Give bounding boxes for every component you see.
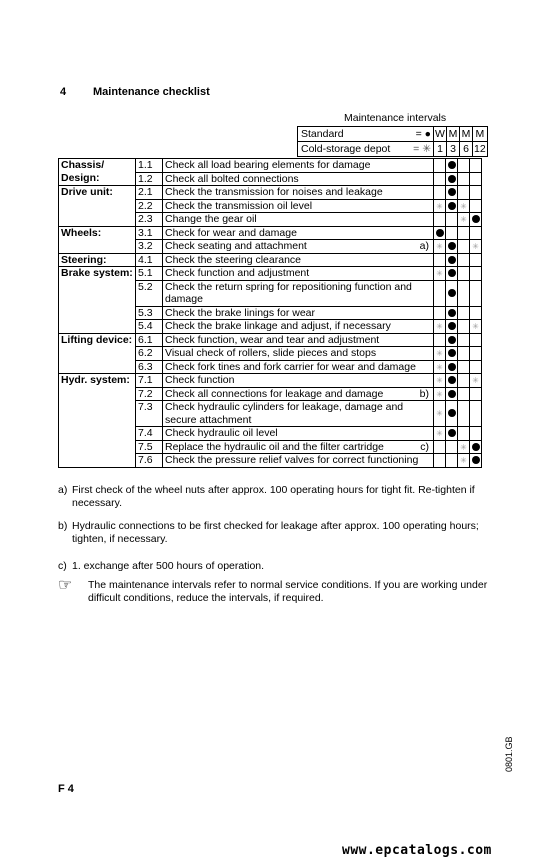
category-cell: Chassis/ Design: <box>59 159 136 186</box>
item-number: 2.1 <box>136 186 163 200</box>
cold-storage-star-icon: ✳ <box>460 201 467 211</box>
interval-mark-cell <box>458 333 470 347</box>
task-text: Check the transmission oil level <box>165 199 313 212</box>
task-cell <box>163 360 434 374</box>
interval-mark-cell <box>458 360 470 374</box>
interval-mark-cell <box>458 401 470 427</box>
footnote-ref: b) <box>419 387 429 400</box>
info-note <box>58 579 508 605</box>
standard-dot-icon <box>448 175 456 183</box>
item-number: 7.1 <box>136 374 163 388</box>
interval-mark-cell <box>470 267 482 281</box>
table-row <box>59 226 482 240</box>
task-text: Replace the hydraulic oil and the filter cartridge <box>165 440 384 453</box>
category-cell: Lifting device: <box>59 333 136 374</box>
task-cell <box>163 306 434 320</box>
intervals-title: Maintenance intervals <box>344 112 447 124</box>
footer-url: www.epcatalogs.com <box>342 843 492 858</box>
category-cell: Steering: <box>59 253 136 267</box>
interval-mark-cell <box>458 280 470 306</box>
footnote-letter: a) <box>58 484 68 496</box>
task-cell <box>163 226 434 240</box>
item-number: 5.3 <box>136 306 163 320</box>
task-text: Check the transmission for noises and leakage <box>165 186 383 198</box>
interval-mark-cell <box>458 320 470 334</box>
interval-mark-cell <box>458 199 470 213</box>
standard-label: Standard <box>298 127 401 142</box>
standard-dot-icon <box>436 229 444 237</box>
interval-mark-cell <box>470 347 482 361</box>
standard-dot-icon <box>448 289 456 297</box>
table-row <box>59 159 482 173</box>
interval-mark-cell <box>470 306 482 320</box>
category-cell: Drive unit: <box>59 186 136 227</box>
task-text: Check the brake linings for wear <box>165 306 315 319</box>
interval-col-top: W <box>435 128 445 140</box>
interval-mark-cell <box>434 401 446 427</box>
task-text: Check all load bearing elements for damage <box>165 159 371 171</box>
interval-mark-cell <box>434 333 446 347</box>
interval-mark-cell <box>470 159 482 173</box>
item-number: 1.1 <box>136 159 163 173</box>
interval-mark-cell <box>446 440 458 454</box>
section-title: Maintenance checklist <box>93 86 210 98</box>
cold-storage-star-icon: ✳ <box>460 215 467 224</box>
interval-mark-cell <box>446 387 458 401</box>
standard-dot-icon <box>448 309 456 317</box>
standard-dot-icon <box>448 256 456 264</box>
standard-dot-icon <box>448 409 456 417</box>
interval-mark-cell <box>470 387 482 401</box>
item-number: 6.3 <box>136 360 163 374</box>
task-text: Check the pressure relief valves for correct functioning <box>165 454 419 466</box>
cold-storage-star-icon: ✳ <box>472 376 479 385</box>
table-row <box>59 186 482 200</box>
interval-mark-cell <box>470 320 482 334</box>
item-number: 7.3 <box>136 401 163 427</box>
task-text: Check the return spring for repositioning function and damage <box>165 280 412 305</box>
footnote-ref: a) <box>419 240 429 252</box>
standard-dot-icon <box>448 376 456 384</box>
standard-dot-icon <box>448 363 456 371</box>
interval-mark-cell <box>434 186 446 200</box>
standard-dot-icon <box>448 429 456 437</box>
item-number: 2.2 <box>136 199 163 213</box>
interval-mark-cell <box>434 387 446 401</box>
task-text: Check hydraulic cylinders for leakage, damage and secure attachment <box>165 401 404 426</box>
footnote-letter: b) <box>58 520 68 532</box>
task-cell <box>163 320 434 334</box>
interval-mark-cell <box>458 306 470 320</box>
cold-storage-star-icon: ✳ <box>436 269 443 278</box>
interval-mark-cell <box>470 213 482 227</box>
task-cell <box>163 401 434 427</box>
interval-mark-cell <box>446 226 458 240</box>
footnote-a <box>58 484 508 510</box>
item-number: 7.2 <box>136 387 163 401</box>
standard-dot-icon <box>448 188 456 196</box>
interval-col-top: M <box>460 127 473 142</box>
cold-storage-star-icon: ✳ <box>436 242 443 251</box>
category-cell: Brake system: <box>59 267 136 334</box>
cold-storage-star-icon: ✳ <box>436 409 443 419</box>
cold-storage-star-icon: ✳ <box>460 442 467 452</box>
task-text: Check function and adjustment <box>165 267 310 279</box>
interval-mark-cell <box>470 172 482 186</box>
footnote-text: 1. exchange after 500 hours of operation. <box>72 560 265 572</box>
info-note-text: The maintenance intervals refer to normal service conditions. If you are working under difficult conditions, reduce the intervals, if required. <box>88 579 488 604</box>
task-cell <box>163 440 434 454</box>
interval-mark-cell <box>458 427 470 441</box>
interval-mark-cell <box>446 240 458 254</box>
standard-dot-icon <box>448 161 456 169</box>
task-text: Check the brake linkage and adjust, if necessary <box>165 320 391 332</box>
interval-mark-cell <box>458 186 470 200</box>
interval-mark-cell <box>434 360 446 374</box>
cold-storage-star-icon: ✳ <box>436 322 443 331</box>
task-text: Check fork tines and fork carrier for wear and damage <box>165 360 416 373</box>
item-number: 6.1 <box>136 333 163 347</box>
standard-dot-icon <box>448 349 456 357</box>
item-number: 3.1 <box>136 226 163 240</box>
standard-dot-icon <box>472 456 480 464</box>
item-number: 1.2 <box>136 172 163 186</box>
interval-mark-cell <box>470 199 482 213</box>
interval-mark-cell <box>470 280 482 306</box>
task-text: Change the gear oil <box>165 213 257 225</box>
standard-dot-icon <box>448 390 456 398</box>
cold-storage-symbol: = ✳ <box>400 142 434 157</box>
interval-mark-cell <box>470 401 482 427</box>
interval-mark-cell <box>458 440 470 454</box>
interval-mark-cell <box>434 267 446 281</box>
standard-dot-icon <box>472 215 480 223</box>
table-row <box>59 253 482 267</box>
interval-mark-cell <box>458 454 470 468</box>
cold-storage-star-icon: ✳ <box>436 389 443 399</box>
interval-col-top: M <box>447 127 460 142</box>
document-code: 0801.GB <box>504 736 514 772</box>
item-number: 3.2 <box>136 240 163 254</box>
task-cell <box>163 186 434 200</box>
task-text: Check function <box>165 374 235 386</box>
cold-storage-label: Cold-storage depot <box>298 142 401 157</box>
interval-mark-cell <box>446 172 458 186</box>
task-cell <box>163 374 434 388</box>
item-number: 4.1 <box>136 253 163 267</box>
table-row <box>59 374 482 388</box>
interval-mark-cell <box>434 253 446 267</box>
item-number: 7.6 <box>136 454 163 468</box>
item-number: 7.4 <box>136 427 163 441</box>
interval-col-bottom: 1 <box>434 142 447 157</box>
interval-mark-cell <box>434 240 446 254</box>
interval-mark-cell <box>458 374 470 388</box>
footnote-text: First check of the wheel nuts after approx. 100 operating hours for tight fit. Re-tighten if necessary. <box>72 484 475 509</box>
interval-mark-cell <box>446 427 458 441</box>
footnote-b <box>58 520 508 546</box>
task-cell <box>163 333 434 347</box>
interval-col-bottom: 12 <box>474 143 486 155</box>
interval-mark-cell <box>470 240 482 254</box>
interval-mark-cell <box>434 374 446 388</box>
interval-mark-cell <box>446 360 458 374</box>
interval-mark-cell <box>434 306 446 320</box>
item-number: 5.1 <box>136 267 163 281</box>
interval-mark-cell <box>470 186 482 200</box>
interval-mark-cell <box>470 440 482 454</box>
page-number: F 4 <box>58 783 74 795</box>
footnote-text: Hydraulic connections to be first checked for leakage after approx. 100 operating hours; tighten, if necessary. <box>72 520 479 545</box>
category-cell: Wheels: <box>59 226 136 253</box>
cold-storage-star-icon: ✳ <box>472 322 479 331</box>
standard-dot-icon <box>448 242 456 250</box>
item-number: 7.5 <box>136 440 163 454</box>
interval-mark-cell <box>458 253 470 267</box>
interval-mark-cell <box>458 226 470 240</box>
section-heading <box>60 86 210 98</box>
interval-mark-cell <box>446 159 458 173</box>
section-number: 4 <box>60 86 67 98</box>
interval-mark-cell <box>434 427 446 441</box>
task-text: Check for wear and damage <box>165 226 297 239</box>
task-cell <box>163 240 434 254</box>
interval-mark-cell <box>446 267 458 281</box>
item-number: 6.2 <box>136 347 163 361</box>
interval-mark-cell <box>446 320 458 334</box>
task-cell <box>163 267 434 281</box>
task-cell <box>163 347 434 361</box>
maintenance-checklist-table <box>58 158 482 468</box>
footnote-ref: c) <box>420 440 429 453</box>
interval-mark-cell <box>446 347 458 361</box>
interval-mark-cell <box>434 454 446 468</box>
task-cell <box>163 159 434 173</box>
interval-mark-cell <box>434 226 446 240</box>
interval-mark-cell <box>470 253 482 267</box>
interval-col-bottom: 6 <box>460 142 473 157</box>
task-text: Check function, wear and tear and adjustment <box>165 333 380 346</box>
interval-mark-cell <box>470 360 482 374</box>
interval-mark-cell <box>458 347 470 361</box>
footnote-c <box>58 560 508 573</box>
cold-storage-star-icon: ✳ <box>460 456 467 465</box>
task-cell <box>163 172 434 186</box>
item-number: 5.4 <box>136 320 163 334</box>
standard-dot-icon <box>448 202 456 210</box>
interval-mark-cell <box>446 401 458 427</box>
interval-mark-cell <box>446 186 458 200</box>
standard-dot-icon <box>448 322 456 330</box>
interval-mark-cell <box>446 333 458 347</box>
task-cell <box>163 387 434 401</box>
cold-storage-star-icon: ✳ <box>472 242 479 251</box>
interval-mark-cell <box>434 213 446 227</box>
footnote-letter: c) <box>58 560 67 572</box>
interval-mark-cell <box>446 253 458 267</box>
interval-mark-cell <box>470 333 482 347</box>
category-cell: Hydr. system: <box>59 374 136 468</box>
task-cell <box>163 454 434 468</box>
task-cell <box>163 253 434 267</box>
interval-mark-cell <box>470 454 482 468</box>
interval-mark-cell <box>446 199 458 213</box>
interval-mark-cell <box>434 172 446 186</box>
interval-mark-cell <box>458 387 470 401</box>
cold-storage-star-icon: ✳ <box>436 201 443 211</box>
interval-mark-cell <box>446 213 458 227</box>
item-number: 5.2 <box>136 280 163 306</box>
standard-dot-icon <box>448 336 456 344</box>
task-text: Check hydraulic oil level <box>165 427 278 439</box>
interval-mark-cell <box>458 172 470 186</box>
cold-storage-star-icon: ✳ <box>436 429 443 438</box>
interval-mark-cell <box>434 347 446 361</box>
interval-mark-cell <box>434 320 446 334</box>
interval-mark-cell <box>446 280 458 306</box>
task-text: Visual check of rollers, slide pieces and stops <box>165 347 377 359</box>
cold-storage-star-icon: ✳ <box>436 376 443 385</box>
task-text: Check all connections for leakage and damage <box>165 387 384 400</box>
interval-mark-cell <box>434 159 446 173</box>
interval-mark-cell <box>446 306 458 320</box>
interval-col-top: M <box>473 127 488 142</box>
task-text: Check seating and attachment <box>165 240 307 252</box>
interval-mark-cell <box>470 427 482 441</box>
interval-col-bottom: 3 <box>447 142 460 157</box>
cold-storage-star-icon: ✳ <box>436 349 443 358</box>
interval-mark-cell <box>434 199 446 213</box>
interval-mark-cell <box>470 226 482 240</box>
task-cell <box>163 213 434 227</box>
interval-mark-cell <box>458 159 470 173</box>
interval-mark-cell <box>458 240 470 254</box>
item-number: 2.3 <box>136 213 163 227</box>
table-row <box>59 333 482 347</box>
interval-mark-cell <box>446 454 458 468</box>
table-row <box>59 267 482 281</box>
interval-mark-cell <box>470 374 482 388</box>
standard-dot-icon <box>472 443 480 451</box>
pointing-hand-icon: ☞ <box>58 577 73 594</box>
task-cell <box>163 427 434 441</box>
standard-symbol: = ● <box>400 127 434 142</box>
interval-mark-cell <box>434 280 446 306</box>
interval-mark-cell <box>458 213 470 227</box>
cold-storage-star-icon: ✳ <box>436 362 443 372</box>
interval-mark-cell <box>446 374 458 388</box>
interval-mark-cell <box>434 440 446 454</box>
interval-mark-cell <box>458 267 470 281</box>
task-cell <box>163 199 434 213</box>
task-text: Check the steering clearance <box>165 253 301 266</box>
task-text: Check all bolted connections <box>165 172 299 185</box>
interval-legend-table <box>297 126 488 157</box>
task-cell <box>163 280 434 306</box>
standard-dot-icon <box>448 269 456 277</box>
